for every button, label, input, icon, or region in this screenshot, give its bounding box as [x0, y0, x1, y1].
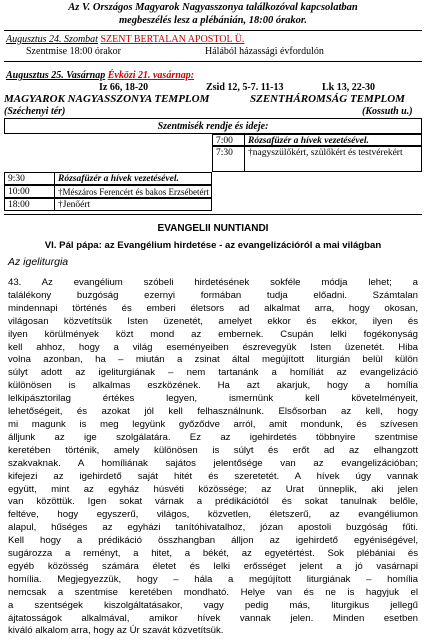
- right-row-2-time: 7:30: [212, 146, 245, 172]
- body-line: álljunk az ige szolgálatára. Ez az igehirdetés többnyire szentmise: [8, 431, 418, 443]
- aug24-date: Augusztus 24. Szombat: [6, 34, 98, 45]
- church-right-address: (Kossuth u.): [362, 106, 413, 117]
- left-row-2-time: 10:00: [4, 185, 55, 198]
- church-left-name: MAGYAROK NAGYASSZONYA TEMPLOM: [4, 93, 210, 105]
- right-row-2-text: †nagyszülőkért, szülőkért és testvérekért: [244, 146, 422, 172]
- article-heading: EVANGELII NUNTIANDI: [157, 223, 269, 234]
- left-row-1-time: 9:30: [4, 172, 55, 185]
- body-line: találékony buzgóság ezernyi formában tudja előadni. Számtalan: [8, 289, 418, 301]
- aug25-date: Augusztus 25. Vasárnap: [6, 70, 106, 81]
- body-line: világosan közvetítsük Isten üzenetét, amelyet ekkor és ekkor, ilyen és: [8, 315, 418, 327]
- left-row-3-text: †Jenőért: [54, 198, 212, 211]
- header-note-line-2: megbeszélés lesz a plébánián, 18:00 órakor.: [118, 15, 308, 26]
- divider: [4, 30, 422, 31]
- body-line: homília. Megjegyezzük, hogy – hála a megújított liturgiának – homília: [8, 573, 418, 585]
- body-line: kell ahhoz, hogy a világ eseményeiben észrevegyük Isten üzenetét. Hiba: [8, 341, 418, 353]
- reading-3: Lk 13, 22-30: [322, 82, 376, 93]
- body-line: Kell hogy a prédikáció összhangban álljon az igehirdető egyéniségével,: [8, 535, 418, 547]
- body-line: súlyt adott az igeliturgiának – nem tartanánk a homíliát az evangelizáció: [8, 367, 418, 379]
- body-line: nemcsak a szentmise keretében mondható. Helye van és ne is hagyjuk el: [8, 586, 418, 598]
- body-line: van közöttük. Igen sokat várnak a prédikációtól és sokat tanulnak belőle,: [8, 496, 418, 508]
- body-line: keretében történik, amely különösen is súlyt és erőt ad az elhangzott: [8, 444, 418, 456]
- body-line: 43. Az evangélium szóbeli hirdetésének sokféle módja lehet; a: [8, 277, 418, 288]
- article-body: [8, 277, 418, 638]
- right-row-1-time: 7:00: [212, 134, 245, 146]
- aug25-sunday: Évközi 21. vasárnap:: [107, 70, 195, 81]
- article-subheading: VI. Pál pápa: az Evangélium hirdetése - az evangelizációról a mai világban: [44, 240, 382, 251]
- body-line: különösen is alkalmas eszközének. Ha azt akarjuk, hogy a homília: [8, 380, 418, 392]
- left-row-1-text: Rózsafüzér a hívek vezetésével.: [54, 172, 212, 185]
- section-title: Az igeliturgia: [8, 256, 69, 268]
- body-line: ilyen körülmények közt mond az embernek. Csupán lelki fogékonyság: [8, 328, 418, 340]
- body-line: lehetőségeit, és azokat jól kell felhasználnunk. Elsősorban az kell, hogy: [8, 406, 418, 418]
- right-row-1-text: Rózsafüzér a hívek vezetésével.: [244, 134, 422, 146]
- aug25-title: [6, 70, 194, 82]
- schedule-title: Szentmisék rendje és ideje:: [4, 118, 422, 134]
- left-row-2-text: †Mészáros Ferencért és bakos Erzsébetért: [54, 185, 212, 198]
- body-line: kifejezi az igehirdető saját hitét és szeretetét. A hívek úgy vannak: [8, 470, 418, 482]
- body-line: feltéve, hogy egyszerű, világos, közvetlen, életszerű, az evangéliumon: [8, 509, 418, 521]
- church-left-address: (Széchenyi tér): [4, 106, 66, 117]
- body-line: volna azonban, ha – miután a zsinat által megújított liturgián belül külön: [8, 354, 418, 366]
- body-line: mi magunk is meg legyünk győződve arról, amit mondunk, és szívesen: [8, 418, 418, 430]
- body-line: alapul, hűséges az egyházi tanítóhivatalhoz, józan apostoli buzgóság fűti.: [8, 522, 418, 534]
- church-right-name: SZENTHÁROMSÁG TEMPLOM: [250, 93, 405, 105]
- body-line: kiváló alkalom arra, hogy az Úr szavát közvetítsük.: [8, 625, 224, 637]
- body-line: szakvaknak. A homíliának sajátos jelentősége van az evangelizációban;: [8, 457, 418, 469]
- body-line: sugározza a reményt, a hitet, a békét, az egyetértést. Sok plébániai és: [8, 548, 418, 560]
- reading-1: Iz 66, 18-20: [99, 82, 149, 93]
- body-line: lelkipásztorilag értékes legyen, ismernünk kell követelményeit,: [8, 393, 418, 405]
- reading-2: Zsid 12, 5-7. 11-13: [206, 82, 284, 93]
- aug24-mass-time: Szentmise 18:00 órakor: [26, 46, 121, 57]
- header-note-line-1: Az V. Országos Magyarok Nagyasszonya találkozóval kapcsolatban: [68, 2, 358, 13]
- left-row-3-time: 18:00: [4, 198, 55, 211]
- aug24-title: [6, 34, 244, 46]
- divider: [4, 214, 422, 215]
- divider: [4, 61, 422, 62]
- body-line: mindennapi történés és emberi életsors ad alkalmat arra, hogy okosan,: [8, 302, 418, 314]
- aug24-intention: Hálából házassági évfordulón: [205, 46, 324, 57]
- aug24-saint: SZENT BERTALAN APOSTOL Ü.: [100, 34, 245, 45]
- body-line: egyéb közösség számára életet és lelki erősséget jelent a jó vasárnapi: [8, 560, 418, 572]
- body-line: ájtatosságok alkalmával, amikor hívek vannak jelen. Minden esetben: [8, 612, 418, 624]
- body-line: a szentségek kiszolgáltatásakor, vagy pedig más, liturgikus jellegű: [8, 599, 418, 611]
- body-line: együtt, mint az egyház húsvéti közössége; az Urat ünneplik, aki jelen: [8, 483, 418, 495]
